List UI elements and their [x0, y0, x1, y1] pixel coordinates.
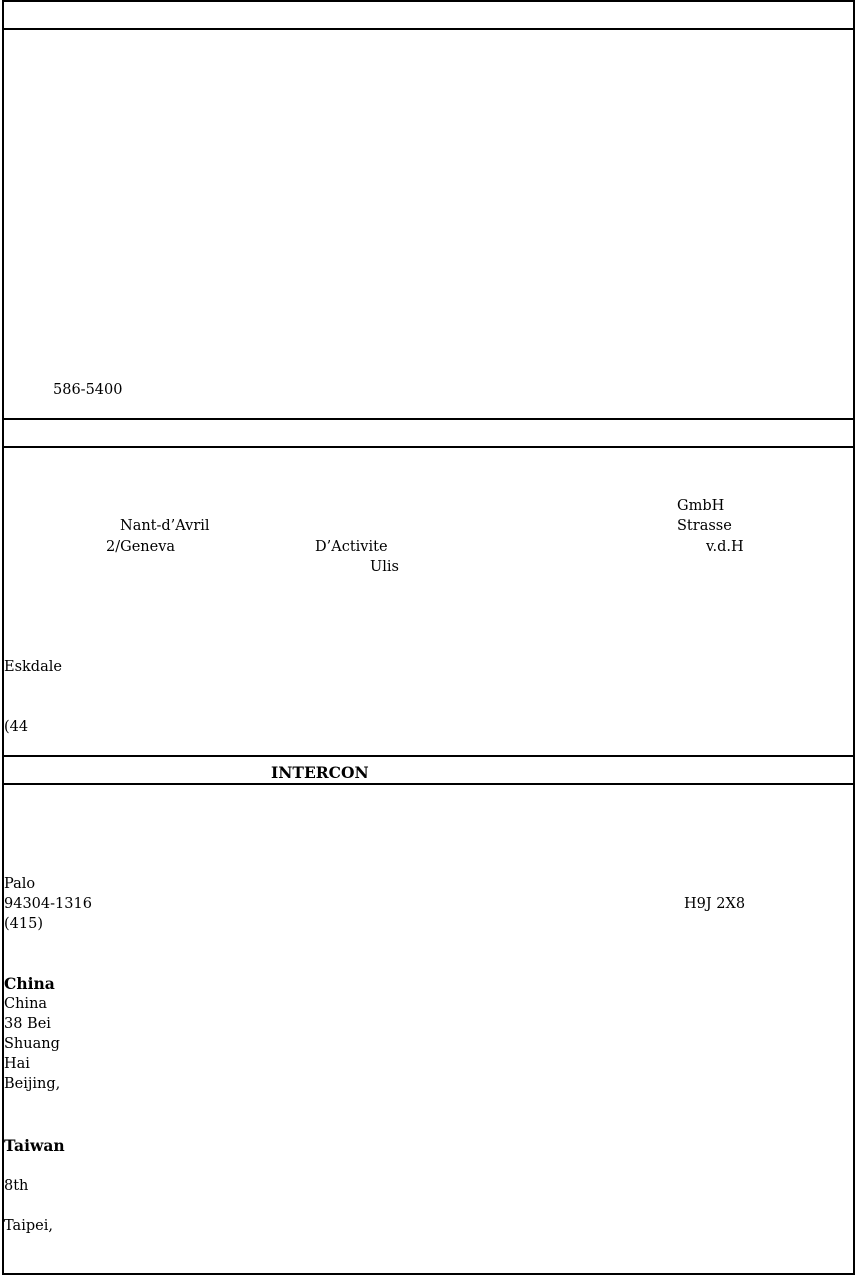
china-text: China [4, 996, 48, 1012]
code-44-text: (44 [4, 719, 29, 735]
gmbh-text: GmbH [677, 498, 725, 514]
table-bottom-rule [2, 1273, 854, 1275]
hai-text: Hai [4, 1056, 30, 1072]
phone-number-text: 586-5400 [53, 382, 123, 398]
taipei-text: Taipei, [4, 1218, 53, 1234]
area-code-text: (415) [4, 916, 43, 932]
section-3-top-rule [2, 755, 854, 757]
geneva-text: 2/Geneva [106, 539, 176, 555]
vdh-text: v.d.H [706, 539, 744, 555]
section-3-heading: INTERCON [271, 763, 369, 782]
shuang-text: Shuang [4, 1036, 60, 1052]
eskdale-text: Eskdale [4, 659, 62, 675]
ulis-text: Ulis [370, 559, 399, 575]
section-3-header-rule [2, 783, 854, 785]
table-top-rule [2, 0, 854, 2]
eighth-floor-text: 8th [4, 1178, 29, 1194]
zip-text: 94304-1316 [4, 896, 92, 912]
china-heading: China [4, 974, 55, 993]
strasse-text: Strasse [677, 518, 732, 534]
beijing-text: Beijing, [4, 1076, 61, 1092]
section-1-header-rule [2, 28, 854, 30]
dactivite-text: D’Activite [315, 539, 388, 555]
section-2-header-rule [2, 446, 854, 448]
table-right-border [853, 0, 855, 1275]
postal-code-text: H9J 2X8 [684, 896, 746, 912]
palo-text: Palo [4, 876, 36, 892]
bei-text: 38 Bei [4, 1016, 51, 1032]
taiwan-heading: Taiwan [4, 1136, 65, 1155]
section-2-top-rule [2, 418, 854, 420]
nant-davril-text: Nant-d’Avril [120, 518, 210, 534]
